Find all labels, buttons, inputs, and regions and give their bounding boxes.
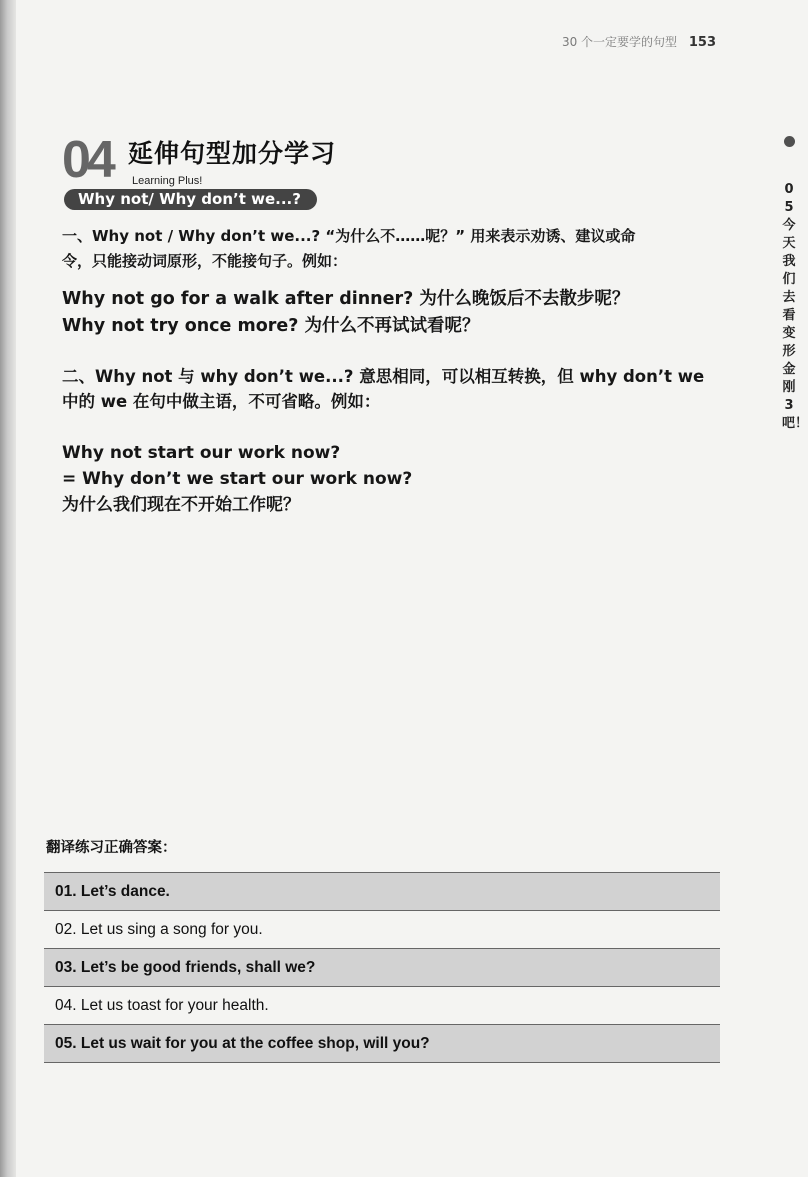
section-title: 延伸句型加分学习	[128, 139, 337, 168]
running-header	[562, 33, 716, 50]
point-one-line-1: 一、Why not / Why don’t we...? “为什么不……呢？” 用来表示劝诱、建议或命	[62, 227, 636, 245]
example-sentence: Why not start our work now?	[62, 443, 341, 463]
point-one	[62, 224, 727, 274]
point-two-line-2: 中的 we 在句中做主语，不可省略。例如：	[62, 392, 381, 411]
section-subtitle: Learning Plus!	[132, 175, 203, 187]
answer-row: 02. Let us sing a song for you.	[44, 911, 720, 949]
section-heading	[62, 128, 462, 218]
book-spine-shadow	[0, 0, 16, 1177]
answers-label: 翻译练习正确答案：	[46, 840, 177, 856]
section-topic-pill: Why not/ Why don’t we...?	[64, 189, 317, 210]
chapter-side-text: 05今天我们去看变形金刚3吧！	[782, 182, 808, 431]
point-two	[62, 364, 727, 414]
examples-one	[62, 286, 727, 340]
answers-table	[44, 872, 720, 1063]
answer-row: 03. Let’s be good friends, shall we?	[44, 949, 720, 987]
example-sentence: 为什么我们现在不开始工作呢？	[62, 495, 300, 515]
example-sentence: Why not try once more? 为什么不再试试看呢？	[62, 316, 480, 336]
point-two-line-1: 二、Why not 与 why don’t we...? 意思相同，可以相互转换，但 why don’t we	[62, 367, 705, 386]
chapter-dot-icon	[784, 136, 795, 147]
section-number: 04	[62, 131, 112, 189]
point-one-line-2: 令，只能接动词原形，不能接句子。例如：	[62, 252, 348, 270]
answer-row: 04. Let us toast for your health.	[44, 987, 720, 1025]
chapter-side-tab	[782, 136, 808, 433]
answer-row: 01. Let’s dance.	[44, 873, 720, 911]
answer-row: 05. Let us wait for you at the coffee shop, will you?	[44, 1025, 720, 1063]
page-number: 153	[688, 35, 716, 50]
examples-two	[62, 440, 727, 518]
running-title: 30 个一定要学的句型	[561, 35, 678, 49]
example-sentence: = Why don’t we start our work now?	[62, 469, 413, 489]
example-sentence: Why not go for a walk after dinner? 为什么晚饭后不去散步呢？	[62, 289, 630, 309]
